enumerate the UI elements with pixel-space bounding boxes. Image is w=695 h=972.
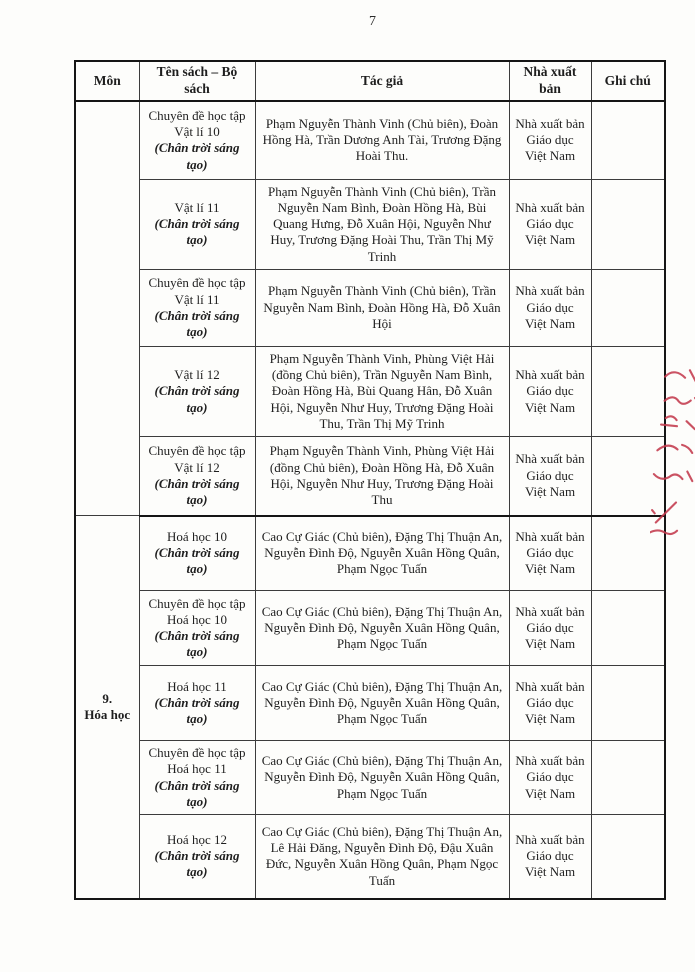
book-title-cell: [139, 516, 255, 591]
authors-cell: Cao Cự Giác (Chủ biên), Đặng Thị Thuận An, Lê Hải Đăng, Nguyễn Đình Độ, Đậu Xuân Đức, Nguyễn Xuân Hồng Quân, Phạm Ngọc Tuấn: [255, 815, 509, 899]
publisher-cell: Nhà xuất bản Giáo dục Việt Nam: [509, 815, 591, 899]
book-title-cell: [139, 591, 255, 666]
notes-cell: [591, 741, 665, 815]
authors-cell: Cao Cự Giác (Chủ biên), Đặng Thị Thuận An, Nguyễn Đình Độ, Nguyễn Xuân Hồng Quân, Phạm Ngọc Tuấn: [255, 591, 509, 666]
authors-cell: Phạm Nguyễn Thành Vinh (Chủ biên), Đoàn Hồng Hà, Trần Dương Anh Tài, Trương Đặng Hoài Thu.: [255, 101, 509, 179]
table-row: [75, 179, 665, 269]
table-row: [75, 591, 665, 666]
textbook-table: [74, 60, 666, 900]
book-series: (Chân trời sáng tạo): [154, 694, 240, 727]
publisher-cell: Nhà xuất bản Giáo dục Việt Nam: [509, 437, 591, 516]
table-header-row: [75, 61, 665, 101]
notes-cell: [591, 346, 665, 436]
book-series: (Chân trời sáng tạo): [154, 777, 240, 809]
authors-cell: Cao Cự Giác (Chủ biên), Đặng Thị Thuận An, Nguyễn Đình Độ, Nguyễn Xuân Hồng Quân, Phạm Ngọc Tuấn: [255, 516, 509, 591]
publisher-cell: Nhà xuất bản Giáo dục Việt Nam: [509, 591, 591, 666]
authors-cell: Phạm Nguyễn Thành Vinh, Phùng Việt Hải (đồng Chủ biên), Đoàn Hồng Hà, Đỗ Xuân Hội, Nguyễn Như Huy, Trương Đặng Hoài Thu: [255, 437, 509, 516]
page-number: 7: [369, 14, 376, 29]
book-title-cell: [139, 179, 255, 269]
publisher-cell: Nhà xuất bản Giáo dục Việt Nam: [509, 666, 591, 741]
book-series: (Chân trời sáng tạo): [154, 383, 240, 415]
table-row: [75, 437, 665, 516]
notes-cell: [591, 101, 665, 179]
book-title-cell: [139, 666, 255, 741]
table-row: [75, 346, 665, 436]
book-title-cell: [139, 346, 255, 436]
book-title: Vật lí 11: [174, 199, 220, 215]
publisher-cell: Nhà xuất bản Giáo dục Việt Nam: [509, 269, 591, 346]
column-header-authors: Tác giả: [255, 61, 509, 101]
book-title-cell: [139, 815, 255, 899]
book-title: Chuyên đề học tập Vật lí 12: [148, 443, 246, 475]
book-title: Hoá học 11: [167, 678, 227, 694]
publisher-cell: Nhà xuất bản Giáo dục Việt Nam: [509, 179, 591, 269]
authors-cell: Phạm Nguyễn Thành Vinh, Phùng Việt Hải (đồng Chủ biên), Trần Nguyễn Nam Bình, Đoàn Hồng Hà, Bùi Quang Hân, Đỗ Xuân Hội, Nguyễn Như Huy, Trương Đặng Hoài Thu, Trần Thị Mỹ Trinh: [255, 346, 509, 436]
book-title: Hoá học 12: [167, 831, 227, 847]
subject-cell: [75, 516, 139, 899]
book-series: (Chân trời sáng tạo): [154, 628, 240, 660]
book-title: Chuyên đề học tập Hoá học 11: [148, 745, 246, 777]
column-header-notes: Ghi chú: [591, 61, 665, 101]
subject-cell: [75, 101, 139, 516]
publisher-cell: Nhà xuất bản Giáo dục Việt Nam: [509, 516, 591, 591]
book-title-cell: [139, 101, 255, 179]
subject-number: 9.: [102, 690, 113, 706]
book-series: (Chân trời sáng tạo): [154, 307, 240, 339]
book-title-cell: [139, 437, 255, 516]
table-row: [75, 741, 665, 815]
notes-cell: [591, 516, 665, 591]
notes-cell: [591, 591, 665, 666]
book-title-cell: [139, 741, 255, 815]
table-row: [75, 815, 665, 899]
table-row: [75, 666, 665, 741]
authors-cell: Cao Cự Giác (Chủ biên), Đặng Thị Thuận An, Nguyễn Đình Độ, Nguyễn Xuân Hồng Quân, Phạm Ngọc Tuấn: [255, 666, 509, 741]
notes-cell: [591, 179, 665, 269]
table-row: [75, 269, 665, 346]
book-title: Hoá học 10: [167, 528, 227, 544]
publisher-cell: Nhà xuất bản Giáo dục Việt Nam: [509, 346, 591, 436]
book-title-cell: [139, 269, 255, 346]
book-title: Chuyên đề học tập Hoá học 10: [148, 595, 246, 627]
column-header-publisher: Nhà xuất bản: [509, 61, 591, 101]
book-title: Chuyên đề học tập Vật lí 11: [148, 275, 246, 307]
book-series: (Chân trời sáng tạo): [154, 216, 240, 248]
subject-name: Hóa học: [84, 706, 131, 722]
authors-cell: Cao Cự Giác (Chủ biên), Đặng Thị Thuận An, Nguyễn Đình Độ, Nguyễn Xuân Hồng Quân, Phạm Ngọc Tuấn: [255, 741, 509, 815]
book-title: Chuyên đề học tập Vật lí 10: [148, 107, 246, 139]
notes-cell: [591, 437, 665, 516]
notes-cell: [591, 269, 665, 346]
book-series: (Chân trời sáng tạo): [154, 140, 240, 172]
book-title: Vật lí 12: [174, 367, 220, 382]
publisher-cell: Nhà xuất bản Giáo dục Việt Nam: [509, 101, 591, 179]
column-header-subject: Môn: [75, 61, 139, 101]
column-header-book: Tên sách – Bộ sách: [139, 61, 255, 101]
publisher-cell: Nhà xuất bản Giáo dục Việt Nam: [509, 741, 591, 815]
book-series: (Chân trời sáng tạo): [154, 475, 240, 507]
notes-cell: [591, 666, 665, 741]
authors-cell: Phạm Nguyễn Thành Vinh (Chủ biên), Trần Nguyễn Nam Bình, Đoàn Hồng Hà, Bùi Quang Hưng, Đỗ Xuân Hội, Nguyễn Như Huy, Trương Đặng Hoài Thu, Trần Thị Mỹ Trinh: [255, 179, 509, 269]
notes-cell: [591, 815, 665, 899]
authors-cell: Phạm Nguyễn Thành Vinh (Chủ biên), Trần Nguyễn Nam Bình, Đoàn Hồng Hà, Đỗ Xuân Hội: [255, 269, 509, 346]
book-series: (Chân trời sáng tạo): [154, 545, 240, 577]
table-row: [75, 101, 665, 179]
table-row: [75, 516, 665, 591]
book-series: (Chân trời sáng tạo): [154, 848, 240, 880]
